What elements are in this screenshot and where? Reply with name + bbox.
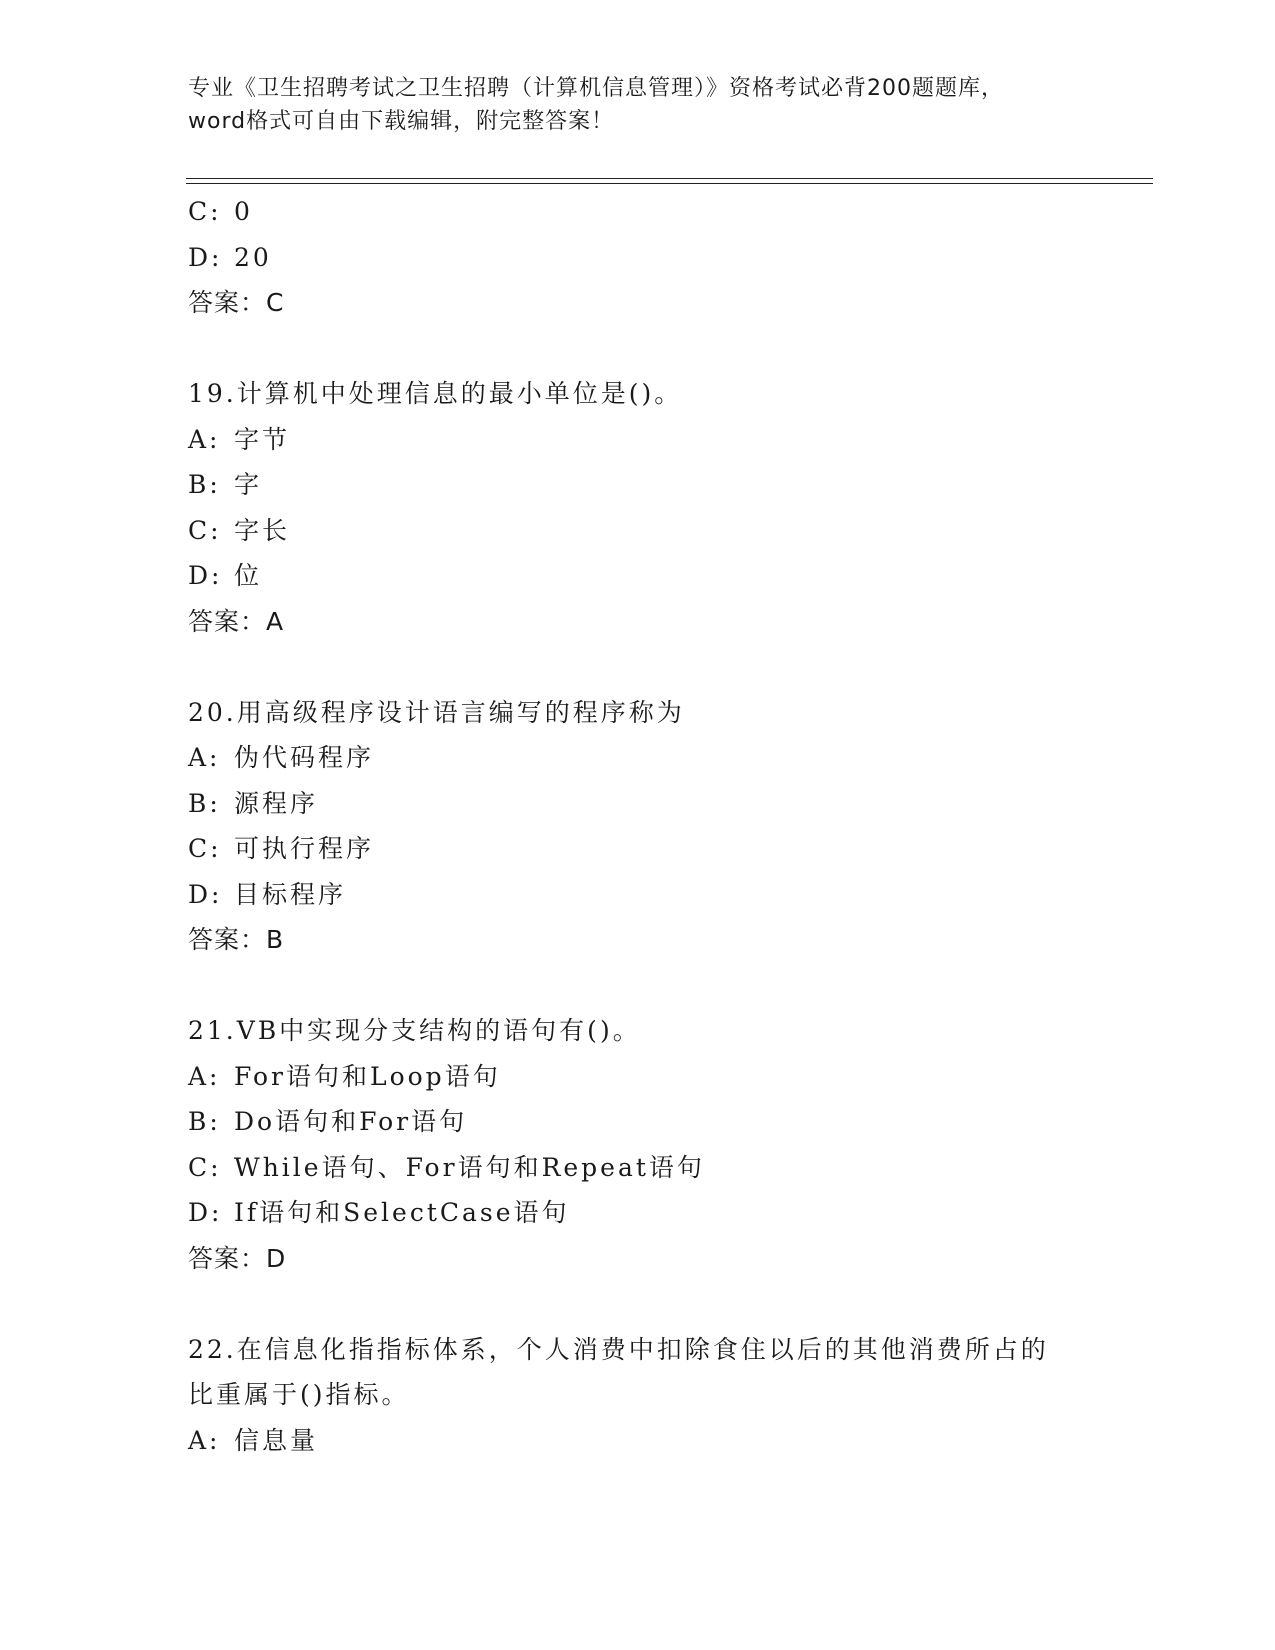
- option-key: C:: [188, 834, 222, 863]
- option-text: 字长: [234, 515, 291, 545]
- option-text: 目标程序: [234, 879, 347, 909]
- option-text: If语句和SelectCase语句: [234, 1198, 570, 1227]
- option-d: [188, 235, 1088, 281]
- option-text: 可执行程序: [234, 834, 375, 863]
- answer-line: 答案：D: [188, 1243, 287, 1273]
- answer-line: 答案：C: [188, 288, 285, 317]
- option-c: [188, 508, 1088, 554]
- option-b: [188, 1099, 1088, 1145]
- option-key: A:: [188, 743, 221, 772]
- header-divider-top: [186, 178, 1153, 179]
- option-d: [188, 1190, 1088, 1236]
- question-block-22: [188, 1327, 1088, 1464]
- question-list: [188, 189, 1088, 1463]
- option-a: [188, 417, 1088, 463]
- option-c: [188, 1145, 1088, 1191]
- spacer: [188, 644, 1088, 690]
- option-text: 字节: [234, 424, 291, 454]
- option-b: [188, 781, 1088, 827]
- option-text: Do语句和For语句: [234, 1107, 468, 1136]
- header-line-2: word格式可自由下载编辑，附完整答案！: [188, 109, 615, 134]
- spacer: [188, 326, 1088, 372]
- option-key: D:: [188, 879, 223, 909]
- option-key: D:: [188, 1198, 223, 1227]
- question-block-prev: [188, 189, 1088, 326]
- option-text: For语句和Loop语句: [234, 1061, 501, 1091]
- question-stem: 20.用高级程序设计语言编写的程序称为: [188, 697, 685, 727]
- question-block-21: [188, 1008, 1088, 1281]
- option-c: [188, 826, 1088, 872]
- option-text: 源程序: [234, 788, 319, 818]
- option-d: [188, 553, 1088, 599]
- option-a: [188, 1054, 1088, 1100]
- option-key: A:: [188, 1425, 221, 1455]
- option-key: C:: [188, 515, 222, 545]
- option-b: [188, 462, 1088, 508]
- option-key: A:: [188, 424, 221, 454]
- option-text: 0: [234, 197, 253, 226]
- option-key: D:: [188, 561, 223, 590]
- question-block-19: [188, 371, 1088, 644]
- option-a: [188, 1418, 1088, 1464]
- answer-line: 答案：A: [188, 606, 285, 636]
- spacer: [188, 963, 1088, 1009]
- option-text: 20: [234, 242, 272, 272]
- option-text: While语句、For语句和Repeat语句: [234, 1152, 705, 1182]
- question-stem-line-2: 比重属于()指标。: [188, 1380, 410, 1409]
- question-stem: 19.计算机中处理信息的最小单位是()。: [188, 379, 683, 408]
- option-text: 伪代码程序: [234, 743, 375, 772]
- header-line-1: 专业《卫生招聘考试之卫生招聘（计算机信息管理）》资格考试必背200题题库，: [188, 76, 1004, 101]
- spacer: [188, 1281, 1088, 1327]
- option-c: [188, 189, 1088, 235]
- option-d: [188, 872, 1088, 918]
- option-key: A:: [188, 1061, 221, 1091]
- option-key: D:: [188, 242, 223, 272]
- document-header: [188, 72, 1088, 138]
- option-key: B:: [188, 788, 221, 818]
- option-text: 字: [234, 470, 263, 499]
- question-stem: 21.VB中实现分支结构的语句有()。: [188, 1016, 641, 1045]
- question-stem-line-1: 22.在信息化指指标体系，个人消费中扣除食住以后的其他消费所占的: [188, 1334, 1049, 1364]
- option-key: B:: [188, 470, 221, 499]
- option-text: 位: [234, 561, 263, 590]
- answer-line: 答案：B: [188, 925, 285, 954]
- option-key: C:: [188, 197, 222, 226]
- option-key: B:: [188, 1107, 221, 1136]
- header-divider-bottom: [186, 183, 1153, 184]
- option-a: [188, 735, 1088, 781]
- option-key: C:: [188, 1152, 222, 1182]
- option-text: 信息量: [234, 1425, 319, 1455]
- question-block-20: [188, 690, 1088, 963]
